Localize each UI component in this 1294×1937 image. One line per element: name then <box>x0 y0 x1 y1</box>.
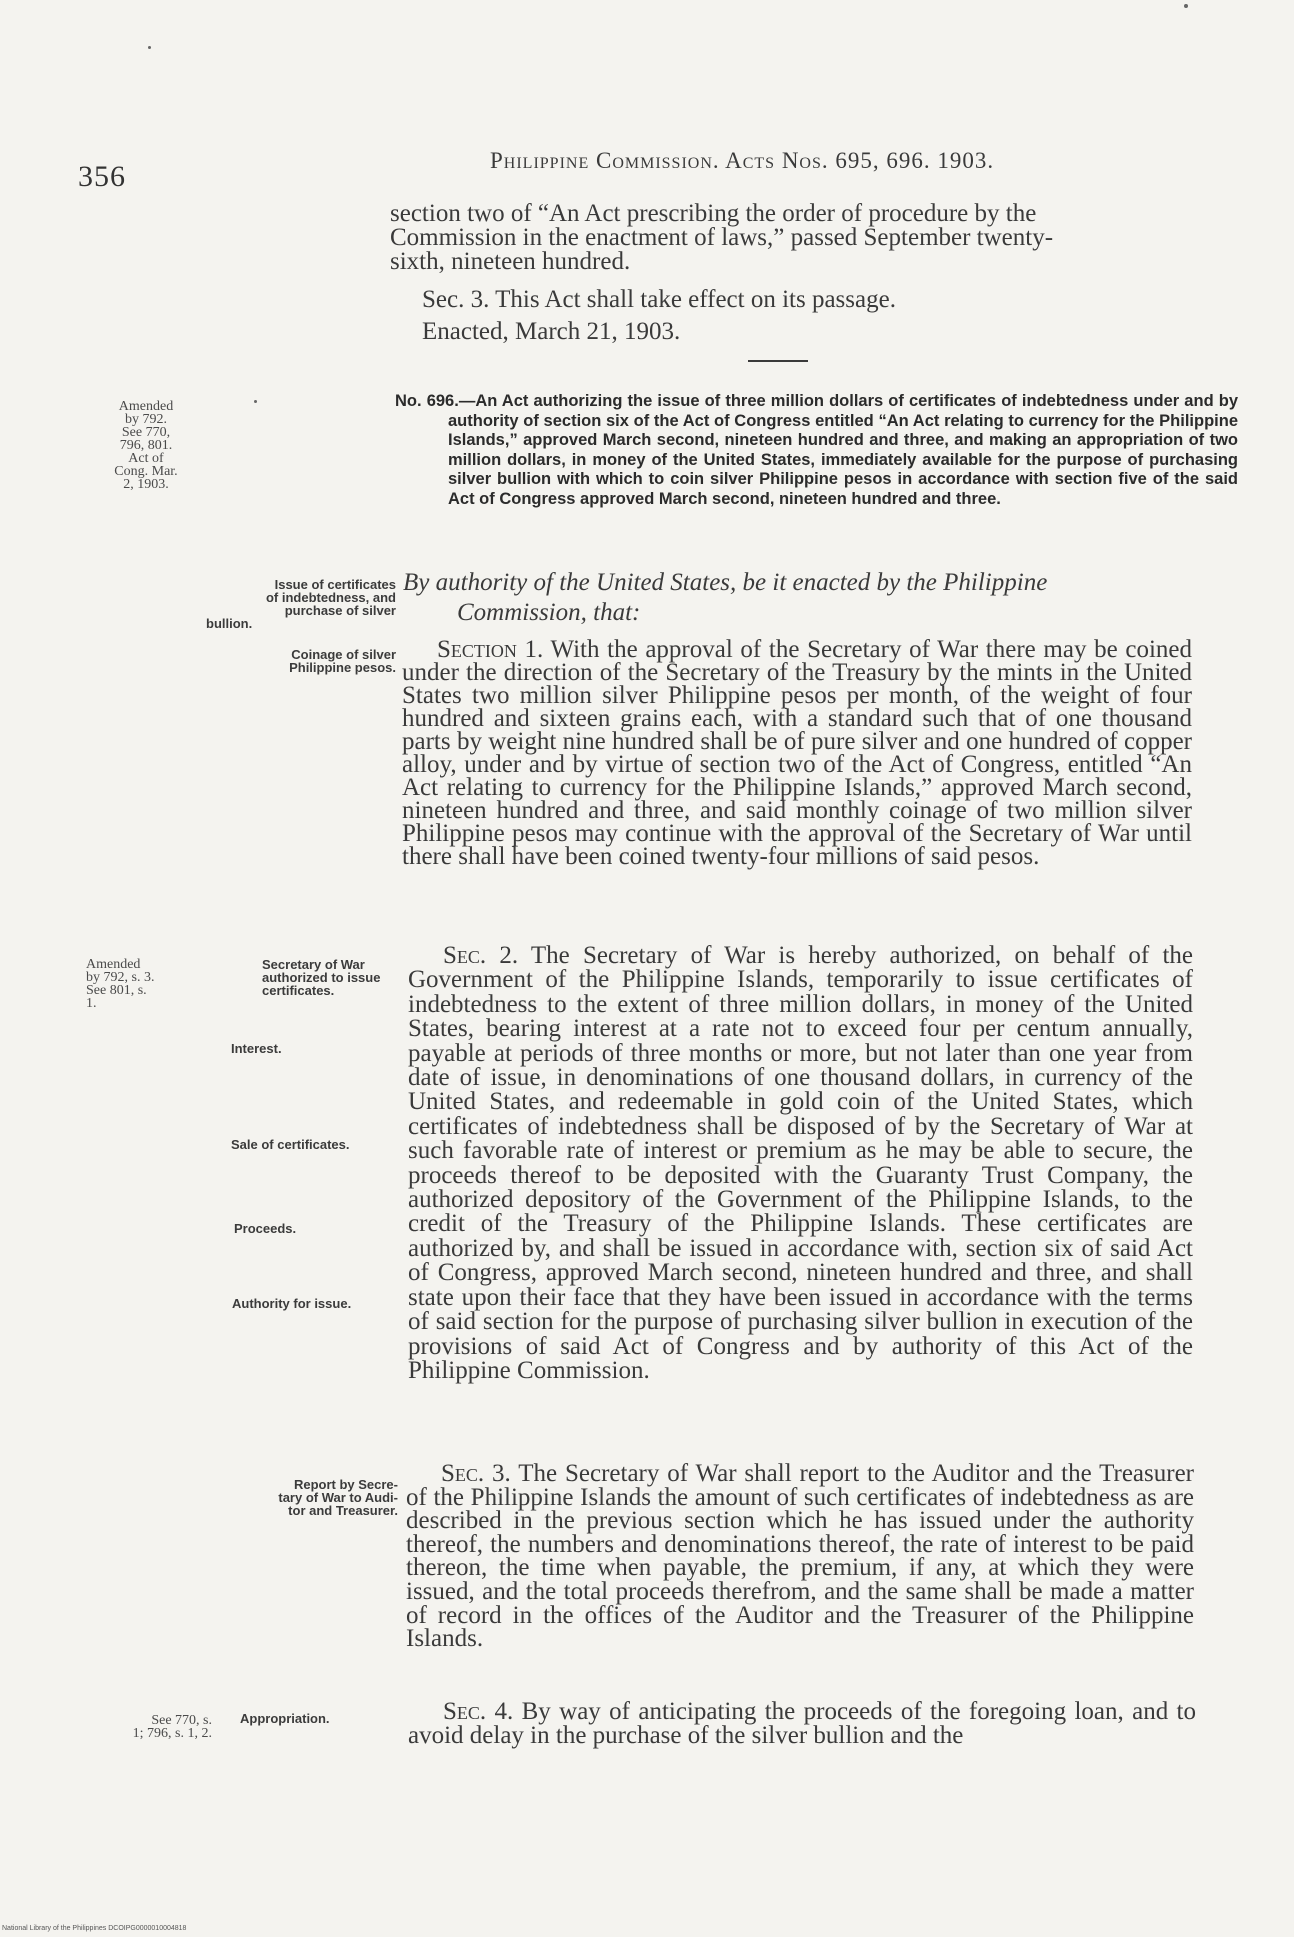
act-number: No. 696. <box>395 392 459 410</box>
section-4 <box>408 1700 1196 1748</box>
enacting-clause-line-2: Commission, that: <box>457 599 641 626</box>
continuation-line: Commission in the enactment of laws,” passed September twenty- <box>390 224 1054 251</box>
scan-speck <box>148 46 151 49</box>
margin-note-amended-act: Amended by 792. See 770, 796, 801. Act of Cong. Mar. 2, 1903. <box>114 399 178 492</box>
section-4-text: By way of anticipating the proceeds of the foregoing loan, and to avoid delay in the purchase of the silver bullion and the <box>408 1698 1196 1749</box>
margin-note-authority: Authority for issue. <box>232 1296 352 1311</box>
running-head: Philippine Commission. Acts Nos. 695, 696. 1903. <box>490 148 995 173</box>
margin-note-proceeds: Proceeds. <box>234 1221 297 1236</box>
enacted-date: Enacted, March 21, 1903. <box>422 318 681 345</box>
continuation-line: section two of “An Act prescribing the order of procedure by the <box>390 200 1037 227</box>
section-1 <box>402 638 1192 868</box>
section-1-lead: Section 1. <box>437 636 544 663</box>
section-3-previous-act: Sec. 3. This Act shall take effect on its passage. <box>422 286 896 313</box>
enacting-clause-line-1: By authority of the United States, be it enacted by the Philippine <box>403 569 1048 596</box>
margin-note-issue-of-certificates: Issue of certificates of indebtedness, and purchase of silver bullion. <box>206 577 396 631</box>
scan-speck <box>1184 4 1188 8</box>
margin-note-secretary-authorized: Secretary of War authorized to issue certificates. <box>262 957 381 998</box>
section-4-lead: Sec. 4. <box>443 1698 514 1725</box>
section-2-lead: Sec. 2. <box>443 942 519 969</box>
margin-note-see-770: See 770, s. 1; 796, s. 1, 2. <box>132 1713 212 1741</box>
page-number: 356 <box>78 160 126 193</box>
scan-speck <box>254 400 257 403</box>
section-2 <box>408 944 1193 1383</box>
section-3 <box>406 1462 1194 1651</box>
margin-note-report: Report by Secre- tary of War to Audi- tor and Treasurer. <box>278 1477 398 1518</box>
act-title <box>395 392 1238 509</box>
section-3-text: The Secretary of War shall report to the Auditor and the Treasurer of the Philippine Islands the amount of such certificates of indebtedness as are described in the previous section which he has issued under the authority thereof, the numbers and denominations thereof, the rate of interest to be paid thereon, the time when payable, the premium, if any, at which they were issued, and the total proceeds therefrom, and the same shall be made a matter of record in the offices of the Auditor and the Treasurer of the Philippine Islands. <box>406 1460 1194 1653</box>
scan-footer: National Library of the Philippines DCOIPG0000010004818 <box>2 1925 187 1932</box>
margin-note-interest: Interest. <box>231 1041 282 1056</box>
margin-note-coinage: Coinage of silver Philippine pesos. <box>289 647 396 675</box>
margin-note-appropriation: Appropriation. <box>240 1711 330 1726</box>
section-2-text: The Secretary of War is hereby authorized, on behalf of the Government of the Philippine Islands, temporarily to issue certificates of indebtedness to the extent of three million dollars, in money of the United States, bearing interest at a rate not to exceed four per centum annually, payable at periods of three months or more, but not later than one year from date of issue, in denominations of one thousand dollars, in currency of the United States, and redeemable in gold coin of the United States, which certificates of indebtedness shall be disposed of by the Secretary of War at such favorable rate of interest or premium as he may be able to secure, the proceeds thereof to be deposited with the Guaranty Trust Company, the authorized depository of the Government of the Philippine Islands, to the credit of the Treasury of the Philippine Islands. These certificates are authorized by, and shall be issued in accordance with, section six of said Act of Congress, approved March second, nineteen hundred and three, and shall state upon their face that they have been issued in accordance with the terms of said section for the purpose of purchasing silver bullion in execution of the provisions of said Act of Congress and by authority of this Act of the Philippine Commission. <box>408 942 1193 1384</box>
continuation-line: sixth, nineteen hundred. <box>390 248 631 275</box>
continuation-text <box>390 202 1180 274</box>
section-1-text: With the approval of the Secretary of War there may be coined under the direction of the Secretary of the Treasury by the mints in the United States two million silver Philippine pesos per month, of the weight of four hundred and sixteen grains each, with a standard such that of one thousand parts by weight nine hundred shall be of pure silver and one hundred of copper alloy, under and by virtue of section two of the Act of Congress, entitled “An Act relating to currency for the Philippine Islands,” approved March second, nineteen hundred and three, and said monthly coinage of two million silver Philippine pesos may continue with the approval of the Secretary of War until there shall have been coined twenty-four millions of said pesos. <box>402 636 1192 870</box>
act-title-text: —An Act authorizing the issue of three million dollars of certificates of indebtedness under and by authority of section six of the Act of Congress entitled “An Act relating to currency for the Philippine Islands,” approved March second, nineteen hundred and three, and making an appropriation of two million dollars, in money of the United States, immediately available for the purpose of purchasing silver bullion with which to coin silver Philippine pesos in accordance with section five of the said Act of Congress approved March second, nineteen hundred and three. <box>448 392 1239 508</box>
separator-rule <box>748 360 808 362</box>
margin-note-amended-section-2: Amended by 792, s. 3. See 801, s. 1. <box>86 957 155 1011</box>
enacting-clause <box>403 568 1183 628</box>
margin-note-sale: Sale of certificates. <box>231 1137 350 1152</box>
section-3-lead: Sec. 3. <box>441 1460 511 1487</box>
